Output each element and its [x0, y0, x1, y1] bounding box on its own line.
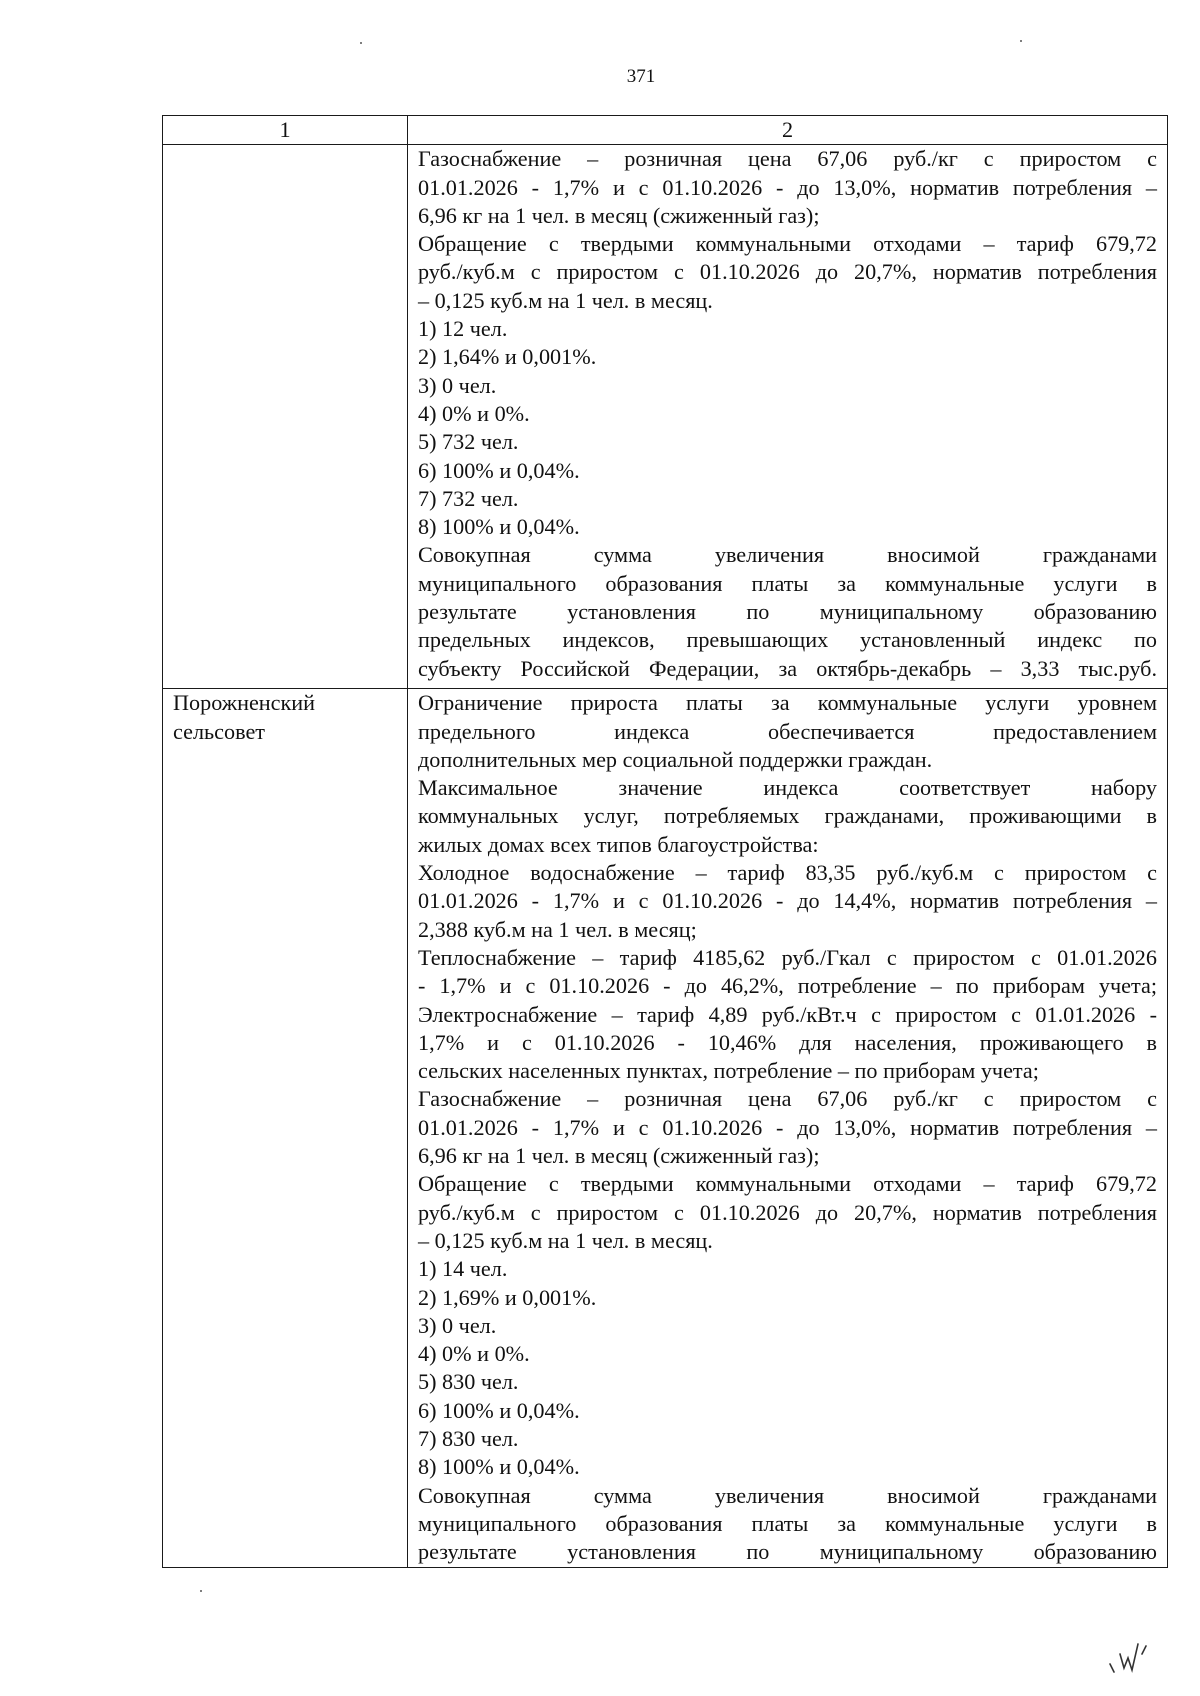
text-line: Обращение с твердыми коммунальными отходами – тариф 679,72 [418, 1171, 1157, 1197]
text-line: 7) 732 чел. [418, 485, 519, 511]
text-line: руб./куб.м с приростом с 01.10.2026 до 20,7%, норматив потребления [418, 1199, 1157, 1225]
column-header-2-label: 2 [781, 117, 794, 142]
text-line: 2) 1,64% и 0,001%. [418, 344, 597, 370]
text-line: 01.01.2026 - 1,7% и с 01.10.2026 - до 14,4%, норматив потребления – [418, 888, 1157, 914]
text-line: сельских населенных пунктах, потребление – по приборам учета; [418, 1058, 1039, 1084]
column-header-1 [163, 116, 408, 145]
text-line: 3) 0 чел. [418, 1312, 497, 1338]
tariff-table [162, 115, 1168, 1568]
text-line: Совокупная сумма увеличения вносимой гражданами [418, 1482, 1157, 1508]
table-header-row [163, 116, 1168, 145]
text-line: 6) 100% и 0,04%. [418, 1397, 580, 1423]
text-line: 2,388 куб.м на 1 чел. в месяц; [418, 916, 697, 942]
text-line: - 1,7% и с 01.10.2026 - до 46,2%, потребление – по приборам учета; [418, 973, 1157, 999]
table-row [163, 145, 1168, 689]
municipality-name-line: Порожненский [173, 690, 316, 716]
column-header-1-label: 1 [279, 117, 291, 142]
text-line: Газоснабжение – розничная цена 67,06 руб./кг с приростом с [418, 146, 1157, 172]
text-line: 3) 0 чел. [418, 372, 497, 398]
handwritten-mark [1104, 1624, 1164, 1684]
text-line: Электроснабжение – тариф 4,89 руб./кВт.ч с приростом с 01.01.2026 - [418, 1001, 1157, 1027]
scan-speck [200, 1590, 202, 1592]
text-line: 8) 100% и 0,04%. [418, 514, 580, 540]
text-line: дополнительных мер социальной поддержки граждан. [418, 746, 933, 772]
description-cell [408, 689, 1168, 1567]
text-line: Максимальное значение индекса соответствует набору [418, 775, 1157, 801]
text-line: 2) 1,69% и 0,001%. [418, 1284, 597, 1310]
text-line: 01.01.2026 - 1,7% и с 01.10.2026 - до 13,0%, норматив потребления – [418, 1114, 1157, 1140]
municipality-cell [163, 689, 408, 1567]
text-line: 1) 12 чел. [418, 316, 508, 342]
description-cell [408, 145, 1168, 689]
text-line: 8) 100% и 0,04%. [418, 1454, 580, 1480]
page-number: 371 [626, 66, 656, 87]
text-line: Газоснабжение – розничная цена 67,06 руб./кг с приростом с [418, 1086, 1157, 1112]
text-line: 6,96 кг на 1 чел. в месяц (сжиженный газ); [418, 1143, 820, 1169]
text-line: коммунальных услуг, потребляемых гражданами, проживающими в [418, 803, 1157, 829]
text-line: Холодное водоснабжение – тариф 83,35 руб./куб.м с приростом с [418, 860, 1157, 886]
scan-speck [360, 42, 362, 44]
text-line: 5) 732 чел. [418, 429, 519, 455]
text-line: результате установления по муниципальному образованию [418, 1539, 1157, 1565]
text-line: – 0,125 куб.м на 1 чел. в месяц. [418, 287, 713, 313]
text-line: Обращение с твердыми коммунальными отходами – тариф 679,72 [418, 231, 1157, 257]
text-line: 7) 830 чел. [418, 1426, 519, 1452]
text-line: Ограничение прироста платы за коммунальные услуги уровнем [418, 690, 1157, 716]
text-line: 4) 0% и 0%. [418, 1341, 530, 1367]
text-line: руб./куб.м с приростом с 01.10.2026 до 20,7%, норматив потребления [418, 259, 1157, 285]
text-line: 01.01.2026 - 1,7% и с 01.10.2026 - до 13,0%, норматив потребления – [418, 174, 1157, 200]
text-line: Теплоснабжение – тариф 4185,62 руб./Гкал с приростом с 01.01.2026 [418, 944, 1157, 970]
text-line: результате установления по муниципальному образованию [418, 599, 1157, 625]
text-line: 5) 830 чел. [418, 1369, 519, 1395]
text-line: – 0,125 куб.м на 1 чел. в месяц. [418, 1227, 713, 1253]
text-line: 1) 14 чел. [418, 1256, 508, 1282]
municipality-cell [163, 145, 408, 689]
text-line: 1,7% и с 01.10.2026 - 10,46% для населения, проживающего в [418, 1029, 1157, 1055]
text-line: жилых домах всех типов благоустройства: [418, 831, 819, 857]
text-line: предельного индекса обеспечивается предоставлением [418, 718, 1157, 744]
text-line: предельных индексов, превышающих установленный индекс по [418, 627, 1157, 653]
text-line: 6,96 кг на 1 чел. в месяц (сжиженный газ); [418, 202, 820, 228]
text-line: муниципального образования платы за коммунальные услуги в [418, 1510, 1157, 1536]
text-line: 6) 100% и 0,04%. [418, 457, 580, 483]
scan-speck [1020, 40, 1022, 42]
table-row [163, 689, 1168, 1567]
municipality-name-line: сельсовет [173, 718, 265, 744]
text-line: муниципального образования платы за коммунальные услуги в [418, 570, 1157, 596]
column-header-2 [408, 116, 1168, 145]
text-line: субъекту Российской Федерации, за октябрь-декабрь – 3,33 тыс.руб. [418, 655, 1157, 681]
text-line: 4) 0% и 0%. [418, 400, 530, 426]
text-line: Совокупная сумма увеличения вносимой гражданами [418, 542, 1157, 568]
